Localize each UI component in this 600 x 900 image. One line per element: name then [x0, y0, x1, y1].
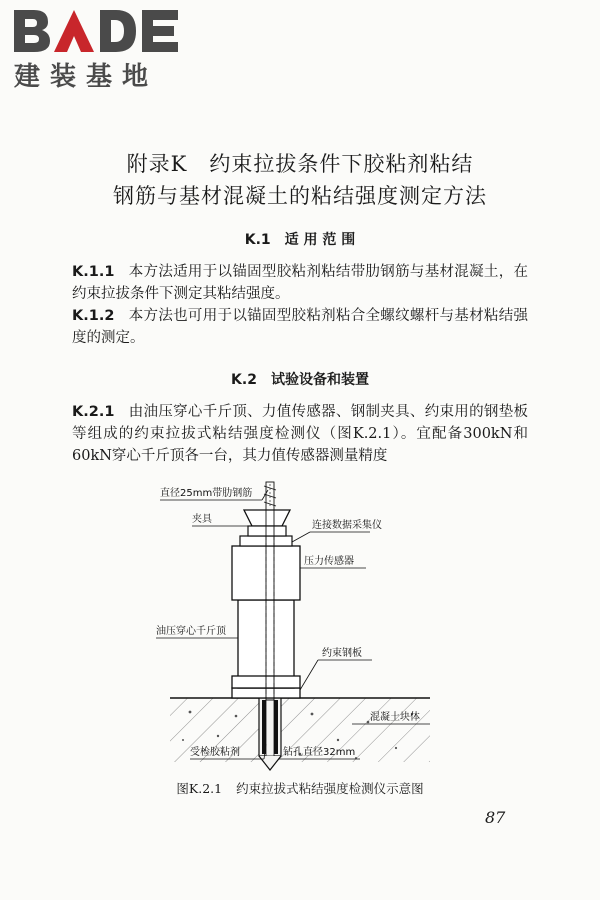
label-daq: 连接数据采集仪 — [312, 520, 382, 531]
clamp-wedge — [244, 510, 290, 526]
label-jack: 油压穿心千斤顶 — [156, 626, 226, 637]
hole-bottom — [259, 756, 281, 770]
clause-text: 本方法适用于以锚固型胶粘剂粘结带肋钢筋与基材混凝土，在约束拉拔条件下测定其粘结强度。 — [72, 264, 528, 302]
clause-number: K.1.2 — [72, 308, 115, 324]
label-concrete: 混凝土块体 — [370, 712, 420, 723]
section-number: K.1 — [244, 232, 271, 248]
bade-logo-graphic — [12, 6, 182, 54]
bade-logo — [12, 6, 182, 92]
clause-number: K.2.1 — [72, 404, 115, 420]
section-number: K.2 — [231, 372, 257, 388]
label-rebar: 直径25mm带肋钢筋 — [160, 488, 253, 499]
label-adhesive: 受检胶粘剂 — [190, 747, 240, 758]
clause-text: 由油压穿心千斤顶、力值传感器、钢制夹具、约束用的钢垫板等组成的约束拉拔式粘结强度检测仪（图K.2.1）。宜配备300kN和60kN穿心千斤顶各一台，其力值传感器测量精度 — [72, 404, 528, 464]
section-heading-k1 — [0, 229, 600, 249]
label-plate: 约束钢板 — [322, 648, 362, 659]
clause-number: K.1.1 — [72, 264, 115, 280]
clamp-base — [248, 526, 286, 536]
section-title: 适 用 范 围 — [284, 232, 356, 248]
page-title-line1: 附录K 约束拉拔条件下胶粘剂粘结 — [126, 152, 474, 176]
paragraph-k2-1 — [72, 401, 528, 467]
page-title-line2: 钢筋与基材混凝土的粘结强度测定方法 — [113, 184, 487, 208]
clause-text: 本方法也可用于以锚固型胶粘剂粘合全螺纹螺杆与基材粘结强度的测定。 — [72, 308, 528, 346]
label-sensor: 压力传感器 — [304, 556, 354, 567]
page-number: 87 — [485, 808, 506, 827]
label-clamp: 夹具 — [192, 514, 212, 525]
section-heading-k2 — [0, 369, 600, 389]
label-hole: 钻孔直径32mm — [283, 747, 356, 758]
logo-subtitle: 建装基地 — [14, 62, 159, 92]
figure-number: 图K.2.1 — [176, 781, 223, 796]
figure-title: 约束拉拔式粘结强度检测仪示意图 — [236, 781, 424, 796]
paragraph-k1-1 — [72, 261, 528, 305]
section-title: 试验设备和装置 — [270, 372, 369, 388]
figure-k21-diagram — [0, 478, 600, 778]
figure-caption — [0, 779, 600, 797]
paragraph-k1-2 — [72, 305, 528, 349]
embedded-rebar — [266, 700, 274, 756]
